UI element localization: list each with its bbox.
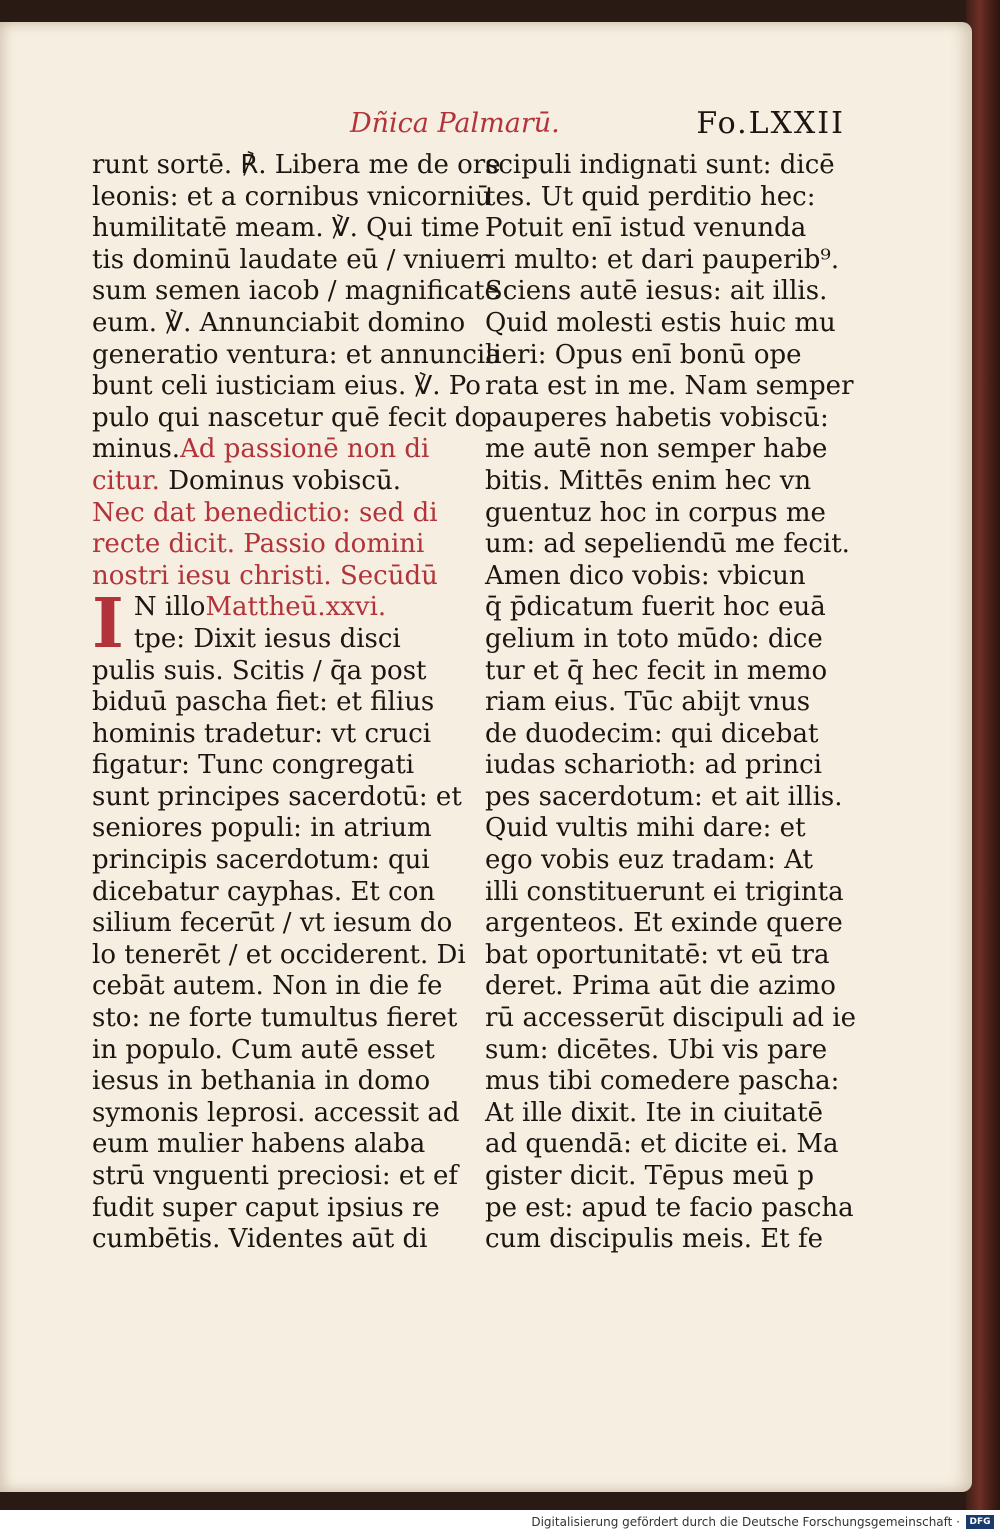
text-line: q̄ p̄dicatum fuerit hoc euā <box>485 592 826 623</box>
right-column <box>485 150 856 1256</box>
text-line: pes sacerdotum: et ait illis. <box>485 781 843 812</box>
text-line: symonis leprosi. accessit ad <box>92 1097 460 1128</box>
text-line: pauperes habetis vobiscū: <box>485 402 829 433</box>
text-line: bat oportunitatē: vt eū tra <box>485 939 830 970</box>
text-line: lieri: Opus enī bonū ope <box>485 339 802 370</box>
text-fragment: Dominus vobiscū. <box>168 465 401 496</box>
text-line: tpe: Dixit iesus disci <box>133 623 401 654</box>
text-line: iesus in bethania in domo <box>92 1066 431 1097</box>
text-line: de duodecim: qui dicebat <box>485 718 819 749</box>
text-line: cebāt autem. Non in die fe <box>92 971 443 1002</box>
text-line <box>92 592 432 624</box>
text-line: in populo. Cum autē esset <box>92 1034 435 1065</box>
left-column <box>92 150 501 1256</box>
text-line: iudas scharioth: ad princi <box>485 750 822 781</box>
footer-bar <box>0 1510 1000 1532</box>
red-initial: I <box>92 584 124 665</box>
text-line: pulo qui nascetur quē fecit do <box>92 402 487 433</box>
text-line: rū accesserūt discipuli ad ie <box>485 1003 856 1034</box>
rubric-line: recte dicit. Passio domini <box>92 529 425 560</box>
text-line: Quid vultis mihi dare: et <box>485 813 806 844</box>
text-line: Potuit enī istud venunda <box>485 213 807 244</box>
text-line: leonis: et a cornibus vnicorniū <box>92 181 492 212</box>
rubric-text: Mattheū.xxvi. <box>205 592 387 623</box>
text-line: sunt principes sacerdotū: et <box>92 781 462 812</box>
text-line: lo tenerēt / et occiderent. Di <box>92 939 466 970</box>
text-fragment: N illo <box>133 592 206 623</box>
text-line: At ille dixit. Ite in ciuitatē <box>485 1097 823 1128</box>
text-line: strū vnguenti preciosi: et ef <box>92 1161 458 1191</box>
text-line: generatio ventura: et annuncia <box>92 339 501 370</box>
folio-number: Fo.LXXII <box>696 106 845 141</box>
text-line: eum mulier habens alaba <box>92 1129 426 1160</box>
text-line: bunt celi iusticiam eius. ℣. Po <box>92 371 481 402</box>
text-line: Quid molesti estis huic mu <box>485 307 836 338</box>
text-line: riam eius. Tūc abijt vnus <box>485 687 811 718</box>
text-line: gelium in toto mūdo: dice <box>485 623 823 654</box>
text-fragment: minus. <box>92 434 181 465</box>
rubric-line: Nec dat benedictio: sed di <box>92 497 438 528</box>
text-line: sum: dicētes. Ubi vis pare <box>485 1034 828 1065</box>
text-line: dicebatur cayphas. Et con <box>92 876 436 907</box>
rubric-text: Ad passionē non di <box>180 434 430 465</box>
text-line: hominis tradetur: vt cruci <box>92 718 432 749</box>
text-line: gister dicit. Tēpus meū p <box>485 1161 815 1191</box>
text-line: humilitatē meam. ℣. Qui time <box>92 213 480 244</box>
text-line: me autē non semper habe <box>485 434 828 465</box>
text-line: ri multo: et dari pauperib⁹. <box>485 244 840 275</box>
text-line: Amen dico vobis: vbicun <box>485 560 806 591</box>
text-line: cumbētis. Videntes aūt di <box>92 1224 428 1255</box>
rubric-text: citur. <box>92 465 160 496</box>
text-line: principis sacerdotum: qui <box>92 845 430 876</box>
running-title: Dñica Palmarū. <box>350 108 560 139</box>
text-line: deret. Prima aūt die azimo <box>485 971 836 1002</box>
initial-block <box>92 584 432 665</box>
text-line: rata est in me. Nam semper <box>485 371 854 402</box>
funding-credit: Digitalisierung gefördert durch die Deutsche Forschungsgemeinschaft · <box>531 1515 960 1529</box>
text-line: tur et q̄ hec fecit in memo <box>485 655 828 686</box>
text-line: fudit super caput ipsius re <box>92 1192 440 1223</box>
text-line: tes. Ut quid perditio hec: <box>485 181 816 212</box>
text-line <box>92 466 432 498</box>
text-line: mus tibi comedere pascha: <box>485 1066 840 1097</box>
text-line: eum. ℣. Annunciabit domino <box>92 307 466 338</box>
text-line: figatur: Tunc congregati <box>92 750 415 781</box>
text-line: Sciens autē iesus: ait illis. <box>485 276 828 307</box>
text-line <box>92 434 432 466</box>
text-line: cum discipulis meis. Et fe <box>485 1224 823 1255</box>
text-line: guentuz hoc in corpus me <box>485 497 826 528</box>
text-line: pe est: apud te facio pascha <box>485 1192 854 1223</box>
text-line: ad quendā: et dicite ei. Ma <box>485 1129 839 1160</box>
text-line: bitis. Mittēs enim hec vn <box>485 465 812 496</box>
text-line: biduū pascha fiet: et filius <box>92 687 435 718</box>
text-line: pulis suis. Scitis / q̄a post <box>92 655 427 686</box>
text-line: sto: ne forte tumultus fieret <box>92 1003 458 1034</box>
rubric-line: nostri iesu christi. Secūdū <box>92 560 438 591</box>
text-line: sum semen iacob / magnificate <box>92 276 500 307</box>
dfg-logo-icon: DFG <box>966 1515 994 1529</box>
text-line: tis dominū laudate eū / vniuer <box>92 244 488 275</box>
text-line: seniores populi: in atrium <box>92 813 432 844</box>
text-line: illi constituerunt ei triginta <box>485 876 844 907</box>
text-line: silium fecerūt / vt iesum do <box>92 908 453 939</box>
text-line: runt sortē. ℟. Libera me de ore <box>92 150 501 180</box>
text-line: argenteos. Et exinde quere <box>485 908 843 939</box>
text-line: um: ad sepeliendū me fecit. <box>485 529 850 560</box>
text-line: scipuli indignati sunt: dicē <box>485 150 835 180</box>
text-line: ego vobis euz tradam: At <box>485 845 813 876</box>
